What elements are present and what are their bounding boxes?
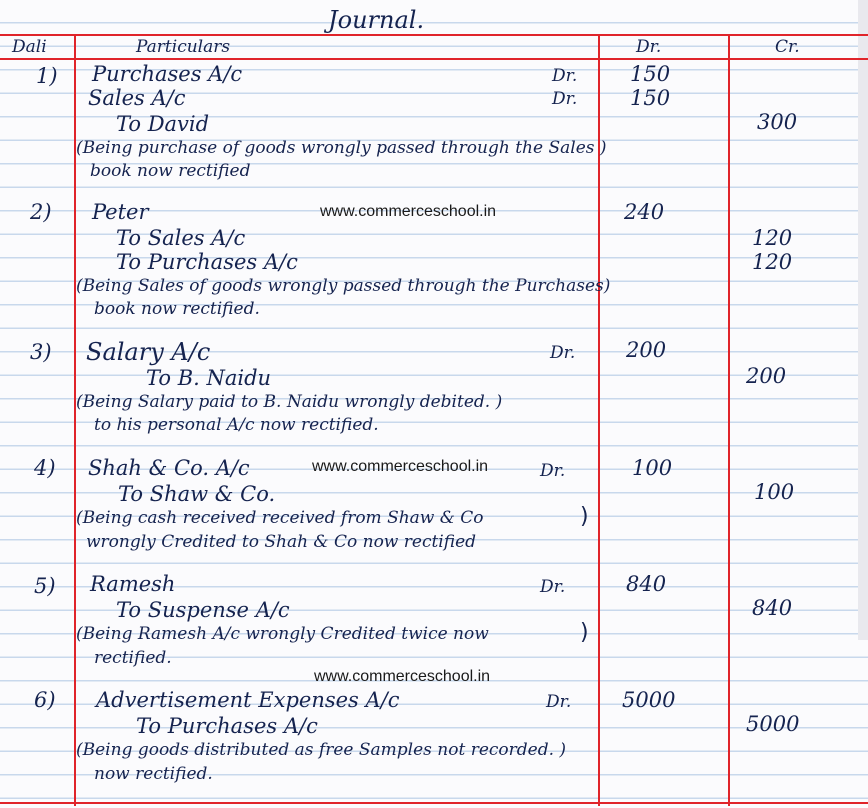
cr-amount: 5000 bbox=[746, 712, 800, 736]
dr-marker: Dr. bbox=[552, 89, 578, 109]
header-bottom-line bbox=[0, 58, 868, 60]
entry-debit-line: Shah & Co. A/c bbox=[88, 456, 250, 480]
dr-amount: 100 bbox=[632, 456, 673, 480]
entry-credit-line: To Purchases A/c bbox=[116, 250, 298, 274]
narration-line: rectified. bbox=[94, 648, 172, 668]
entry-credit-line: To B. Naidu bbox=[146, 366, 272, 390]
dr-marker: Dr. bbox=[550, 343, 576, 363]
entry-number: 6) bbox=[34, 688, 56, 712]
dr-marker: Dr. bbox=[540, 577, 566, 597]
narration-line: (Being cash received received from Shaw & Co bbox=[76, 508, 484, 528]
cr-amount: 300 bbox=[757, 110, 798, 134]
entry-number: 4) bbox=[34, 456, 56, 480]
header-dr: Dr. bbox=[636, 37, 662, 57]
dr-marker: Dr. bbox=[546, 692, 572, 712]
narration-line: (Being Ramesh A/c wrongly Credited twice now bbox=[76, 624, 489, 644]
dr-amount: 150 bbox=[630, 86, 671, 110]
cr-amount: 100 bbox=[754, 480, 795, 504]
dr-amount: 5000 bbox=[622, 688, 676, 712]
page-edge bbox=[858, 0, 868, 640]
narration-line: to his personal A/c now rectified. bbox=[94, 415, 379, 435]
dr-marker: Dr. bbox=[552, 66, 578, 86]
entry-credit-line: To Suspense A/c bbox=[116, 598, 290, 622]
cr-amount: 120 bbox=[752, 226, 793, 250]
entry-number: 3) bbox=[30, 340, 52, 364]
narration-line: (Being goods distributed as free Samples not recorded. ) bbox=[76, 740, 567, 760]
cr-column-line bbox=[728, 34, 730, 806]
narration-line: now rectified. bbox=[94, 764, 213, 784]
entry-number: 2) bbox=[30, 200, 52, 224]
cr-amount: 120 bbox=[752, 250, 793, 274]
narration-line: book now rectified. bbox=[94, 299, 260, 319]
header-top-line bbox=[0, 34, 868, 36]
entry-credit-line: To Purchases A/c bbox=[136, 714, 318, 738]
header-date: Dali bbox=[12, 37, 47, 57]
narration-line: (Being purchase of goods wrongly passed through the Sales ) bbox=[76, 138, 607, 158]
dr-amount: 840 bbox=[626, 572, 667, 596]
narration-bracket: ) bbox=[580, 620, 589, 645]
entry-debit-line: Ramesh bbox=[90, 572, 176, 596]
header-particulars: Particulars bbox=[136, 37, 231, 57]
dr-marker: Dr. bbox=[540, 461, 566, 481]
narration-line: wrongly Credited to Shah & Co now rectified bbox=[86, 532, 477, 552]
dr-amount: 240 bbox=[624, 200, 665, 224]
narration-line: book now rectified bbox=[90, 161, 251, 181]
journal-title: Journal. bbox=[328, 6, 425, 34]
entry-number: 5) bbox=[34, 574, 56, 598]
narration-bracket: ) bbox=[580, 504, 589, 529]
entry-credit-line: To Sales A/c bbox=[116, 226, 246, 250]
narration-line: (Being Sales of goods wrongly passed through the Purchases) bbox=[76, 276, 611, 296]
dr-amount: 200 bbox=[626, 338, 667, 362]
watermark: www.commerceschool.in bbox=[320, 203, 497, 220]
cr-amount: 840 bbox=[752, 596, 793, 620]
entry-number: 1) bbox=[36, 64, 58, 88]
watermark: www.commerceschool.in bbox=[312, 458, 489, 475]
cr-amount: 200 bbox=[746, 364, 787, 388]
dr-amount: 150 bbox=[630, 62, 671, 86]
entry-credit-line: To Shaw & Co. bbox=[118, 482, 276, 506]
narration-line: (Being Salary paid to B. Naidu wrongly debited. ) bbox=[76, 392, 503, 412]
entry-credit-line: To David bbox=[116, 112, 210, 136]
entry-debit-line: Purchases A/c bbox=[92, 62, 243, 86]
entry-debit-line: Sales A/c bbox=[88, 86, 186, 110]
header-cr: Cr. bbox=[775, 37, 800, 57]
watermark: www.commerceschool.in bbox=[314, 668, 491, 685]
entry-debit-line: Advertisement Expenses A/c bbox=[96, 688, 400, 712]
entry-debit-line: Salary A/c bbox=[86, 338, 211, 366]
footer-line bbox=[0, 802, 868, 804]
entry-debit-line: Peter bbox=[92, 200, 149, 224]
